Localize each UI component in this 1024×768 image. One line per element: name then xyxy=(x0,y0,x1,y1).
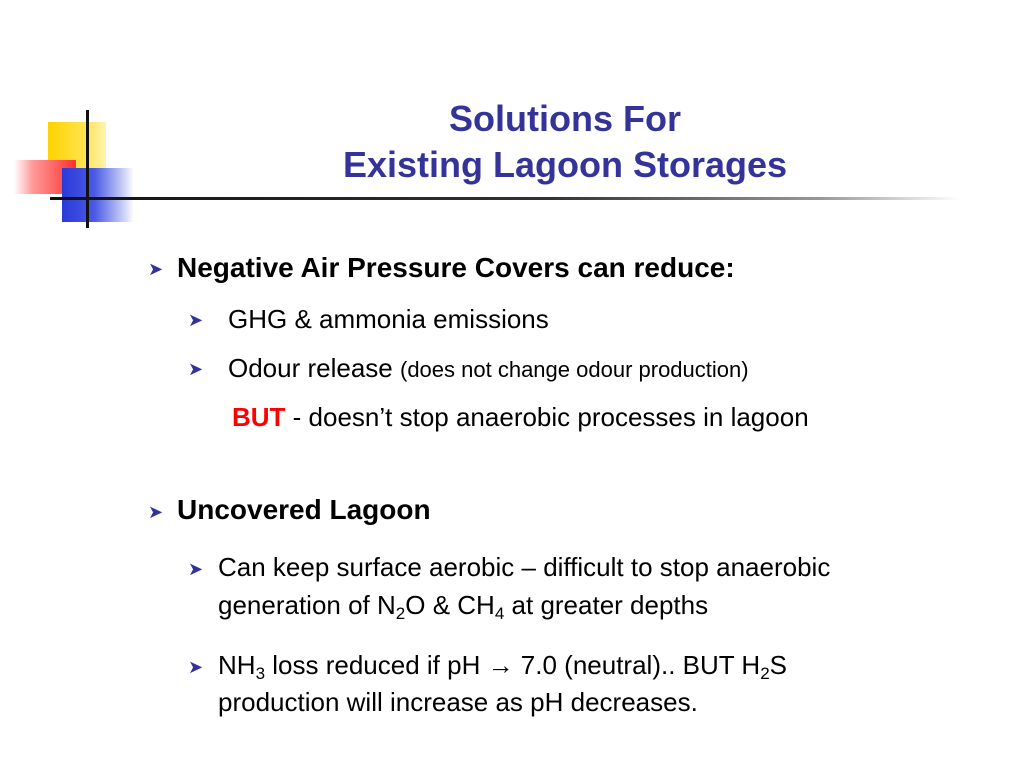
section-2-item-1-line-1: Can keep surface aerobic – difficult to stop anaerobic xyxy=(218,552,831,582)
slide-title-line-1: Solutions For xyxy=(449,98,681,139)
arrowhead-bullet-icon: ➤ xyxy=(188,559,204,579)
section-2-item-2-line-1 xyxy=(218,650,787,681)
but-line-text: - doesn’t stop anaerobic processes in lagoon xyxy=(285,402,809,432)
section-2-heading: Uncovered Lagoon xyxy=(177,494,431,525)
n2o-prefix: generation of N xyxy=(218,590,396,620)
subscript-2: 2 xyxy=(760,664,770,683)
section-1-item-2 xyxy=(228,353,749,384)
h2s-suffix: S xyxy=(769,650,787,680)
odour-release-text: Odour release xyxy=(228,353,393,383)
arrowhead-bullet-icon: ➤ xyxy=(188,310,204,330)
arrowhead-bullet-icon: ➤ xyxy=(148,259,164,279)
odour-release-note: (does not change odour production) xyxy=(400,357,749,382)
section-1-item-1: GHG & ammonia emissions xyxy=(228,304,549,334)
subscript-3: 3 xyxy=(255,664,266,683)
section-1-heading: Negative Air Pressure Covers can reduce: xyxy=(177,252,735,283)
decor-blue-square xyxy=(62,168,134,222)
arrowhead-bullet-icon: ➤ xyxy=(148,502,164,522)
nh3-prefix: NH xyxy=(218,650,256,680)
section-2-item-2-line-2: production will increase as pH decreases. xyxy=(218,687,698,717)
decor-vertical-line xyxy=(86,110,89,228)
arrowhead-bullet-icon: ➤ xyxy=(188,657,204,677)
subscript-2: 2 xyxy=(395,604,406,623)
ph-text: loss reduced if pH → 7.0 (neutral).. BUT H xyxy=(265,650,761,680)
slide-title-line-2: Existing Lagoon Storages xyxy=(342,144,788,185)
arrowhead-bullet-icon: ➤ xyxy=(188,359,204,379)
but-emphasis: BUT xyxy=(232,402,286,432)
section-2-item-1-line-2 xyxy=(218,590,708,621)
ch4-prefix: O & CH xyxy=(405,590,495,620)
subscript-4: 4 xyxy=(494,604,505,623)
section-1-but-line xyxy=(232,402,809,433)
title-divider-line xyxy=(50,197,960,200)
slide-title xyxy=(240,96,890,188)
depths-text: at greater depths xyxy=(504,590,709,620)
